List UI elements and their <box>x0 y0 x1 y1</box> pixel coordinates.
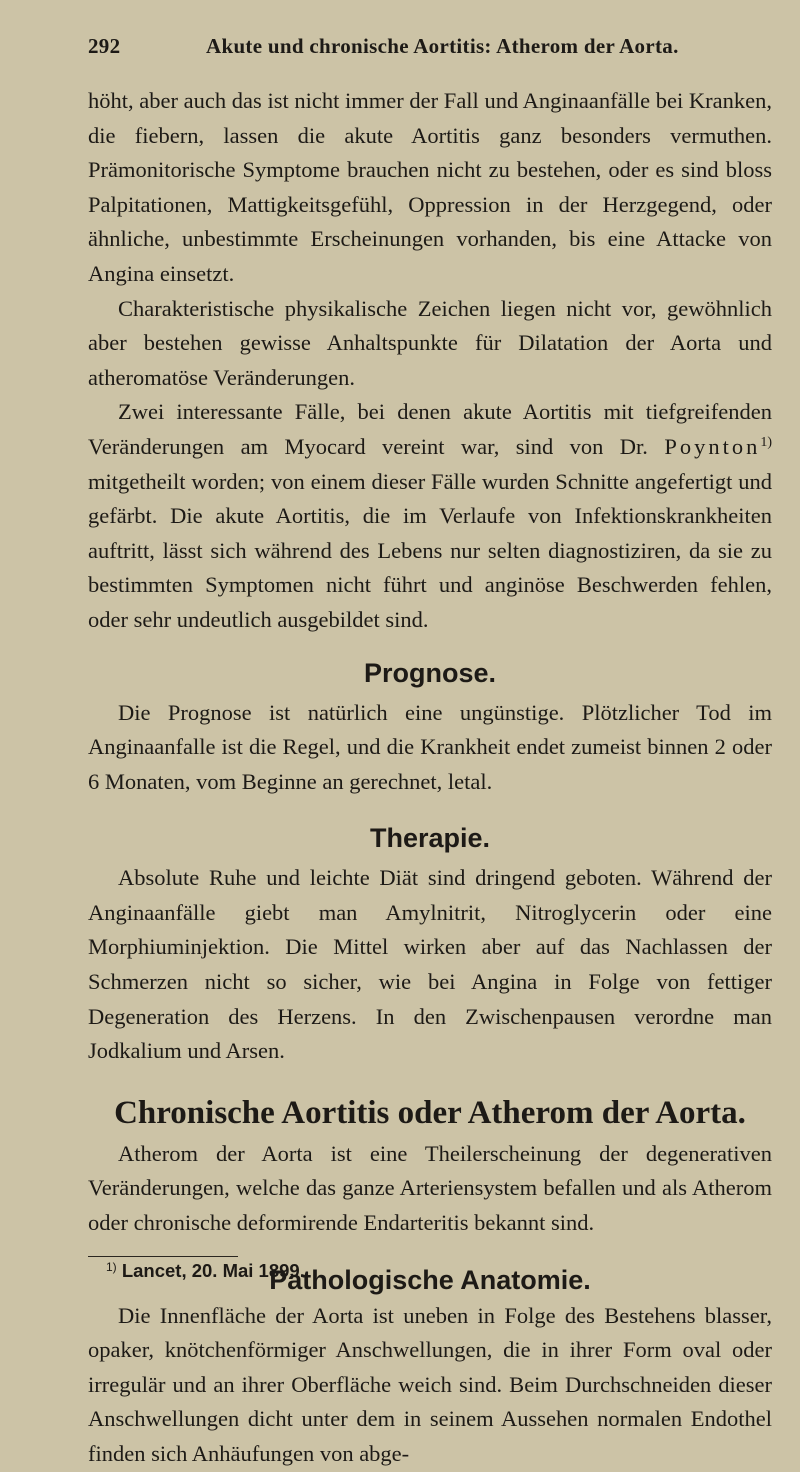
paragraph-3 <box>88 395 772 637</box>
paragraph-6: Atherom der Aorta ist eine Theilerscheinung der degenerativen Veränderungen, welche das ganze Arteriensystem befallen und als Atherom oder chronische deformirende Endarteritis bekannt sind. <box>88 1140 772 1236</box>
paragraph-3-end: mitgetheilt worden; von einem dieser Fälle wurden Schnitte angefertigt und gefärbt. Die akute Aortitis, die im Verlaufe von Infektionskrankheiten auftritt, lässt sich während des Lebens nur selten diagnostiziren, da sie zu bestimmten Symptomen nicht führt und anginöse Beschwerden fehlen, oder sehr undeutlich ausgebildet sind. <box>88 468 772 632</box>
footnote <box>106 1260 305 1282</box>
footnote-reference: 1) <box>760 434 772 450</box>
running-title: Akute und chronische Aortitis: Atherom der Aorta. <box>206 34 679 58</box>
paragraph-2: Charakteristische physikalische Zeichen liegen nicht vor, gewöhnlich aber bestehen gewisse Anhaltspunkte für Dilatation der Aorta und atheromatöse Veränderungen. <box>88 295 772 390</box>
paragraph-3-start: Zwei interessante Fälle, bei denen akute Aortitis mit tiefgreifenden Veränderungen am Myocard vereint war, sind von Dr. <box>88 399 772 459</box>
therapie-heading: Therapie. <box>369 823 491 854</box>
chapter-heading: Chronische Aortitis oder Atherom der Aorta. <box>114 1094 746 1131</box>
footnote-mark: 1) <box>106 1260 117 1274</box>
paragraph-4: Die Prognose ist natürlich eine ungünstige. Plötzlicher Tod im Anginaanfalle ist die Regel, und die Krankheit endet zumeist binnen 2 oder 6 Monaten, vom Beginne an gerechnet, letal. <box>88 699 772 794</box>
paragraph-1: höht, aber auch das ist nicht immer der Fall und Anginaanfälle bei Kranken, die fiebern, lassen die akute Aortitis ganz besonders vermuthen. Prämonitorische Symptome brauchen nicht zu bestehen, oder es sind bloss Palpitationen, Mattigkeitsgefühl, Oppression in der Herzgegend, oder ähnliche, unbestimmte Erscheinungen vorhanden, bis eine Attacke von Angina einsetzt. <box>88 88 772 286</box>
page-number: 292 <box>88 34 121 58</box>
footnote-text: Lancet, 20. Mai 1899. <box>121 1260 305 1281</box>
prognose-heading: Prognose. <box>363 657 497 688</box>
author-name: Poynton <box>664 433 761 459</box>
footnote-rule <box>88 1256 238 1257</box>
anatomie-heading: Pathologische Anatomie. <box>269 1264 591 1295</box>
paragraph-5: Absolute Ruhe und leichte Diät sind dringend geboten. Während der Anginaanfälle giebt man Amylnitrit, Nitroglycerin oder eine Morphiuminjektion. Die Mittel wirken aber auf das Nachlassen der Schmerzen nicht so sicher, wie bei Angina in Folge von fettiger Degeneration des Herzens. In den Zwischenpausen verordne man Jodkalium und Arsen. <box>88 865 772 1064</box>
paragraph-7: Die Innenfläche der Aorta ist uneben in Folge des Bestehens blasser, opaker, knötchenförmiger Anschwellungen, die in ihrer Form oval oder irregulär und an ihrer Oberfläche weich sind. Beim Durchschneiden dieser Anschwellungen dicht unter dem in seinem Aussehen normalen Endothel finden sich Anhäufungen von abge- <box>88 1302 772 1466</box>
